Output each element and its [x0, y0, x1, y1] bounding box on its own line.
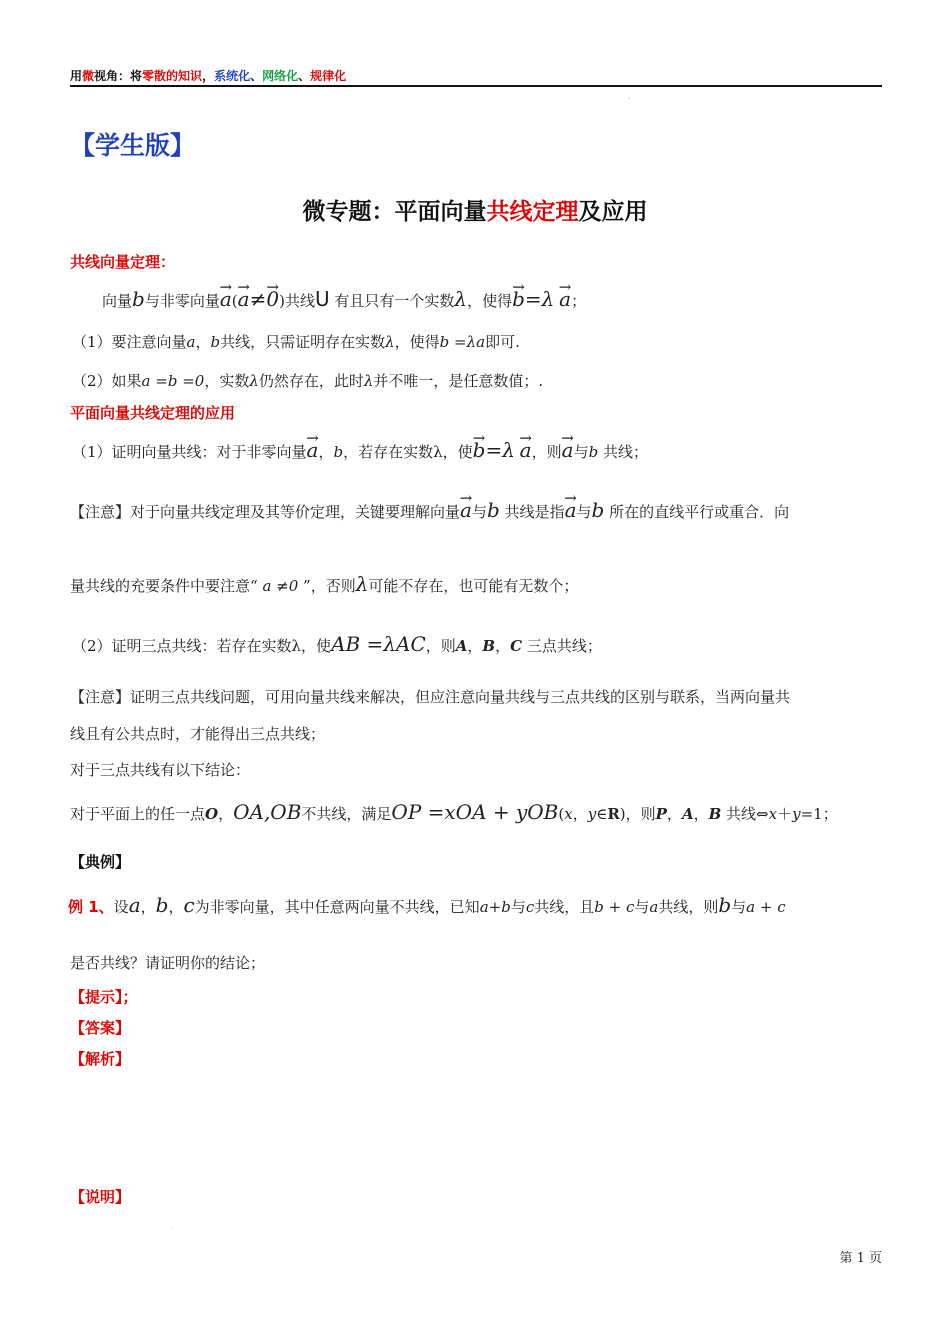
example-1-line-1: [68, 893, 786, 917]
var-b: b: [333, 443, 344, 461]
text: ，: [218, 805, 234, 823]
vector-b: → b: [512, 287, 525, 311]
header-guilv: 规律化: [310, 69, 347, 83]
text: 与非零向量: [144, 292, 220, 310]
text: 与: [634, 898, 650, 916]
text: 共线；: [598, 443, 648, 461]
var-c: c: [525, 898, 535, 916]
math-expr: a =b =0: [141, 372, 205, 390]
conclusion-statement: [70, 800, 838, 824]
header-mid: 视角：将: [94, 69, 143, 83]
lambda: λ: [541, 287, 555, 311]
math-expr: a ≠0: [257, 577, 304, 595]
lambda: λ: [385, 333, 395, 351]
text: ，: [195, 333, 211, 351]
text: （1）证明向量共线：对于非零向量: [72, 443, 307, 461]
text: ，: [140, 898, 156, 916]
point-b: B: [482, 637, 496, 655]
text: 共线，且: [534, 898, 595, 916]
header-prefix: 用: [70, 69, 83, 83]
hint-label: 【提示】；: [70, 988, 138, 1006]
vector-a: → a: [460, 498, 472, 522]
text: ，: [318, 443, 334, 461]
application-2: [72, 632, 602, 656]
eq-symbol: =: [524, 287, 542, 311]
text: （2）如果: [72, 372, 142, 390]
text: 三点共线；: [522, 637, 602, 655]
vector-zero: → 0: [266, 287, 279, 311]
edition-label: 【学生版】: [70, 131, 196, 160]
math-expr: a+b: [479, 898, 511, 916]
var-b: b: [591, 498, 605, 522]
text: ∈: [596, 805, 608, 823]
var-a: a: [186, 333, 196, 351]
text: 共线，只需证明存在实数: [220, 333, 386, 351]
vector-a: → a: [220, 287, 232, 311]
set-r: R: [607, 805, 620, 823]
eq-symbol: =: [485, 438, 503, 462]
var-a: a: [128, 893, 141, 917]
text: 为非零向量，其中任意两向量不共线，已知: [194, 898, 480, 916]
note-1-line-1: [70, 498, 789, 522]
text: ，: [495, 637, 511, 655]
section-heading-application: 平面向量共线定理的应用: [70, 404, 236, 422]
text: ): [279, 292, 285, 310]
header-rule: [70, 85, 882, 87]
point-o: O: [205, 805, 219, 823]
math-expr: b + c: [594, 898, 635, 916]
title-highlight: 共线定理: [486, 199, 579, 225]
title-part1: 微专题：平面向量: [302, 199, 487, 225]
text: 可能不存在，也可能有无数个；: [368, 577, 579, 595]
text: 设: [113, 898, 129, 916]
header-lingsan: 零散的知识: [142, 69, 203, 83]
theorem-note-1: [72, 331, 520, 352]
example-1-line-2: 是否共线？请证明你的结论；: [70, 954, 266, 972]
text: ＋: [777, 805, 793, 823]
text: 所在的直线平行或重合．向: [604, 503, 790, 521]
math-expr: AB =λAC: [331, 632, 426, 656]
text: 共线，则: [658, 898, 719, 916]
vector-a: → a: [307, 438, 319, 462]
lambda: λ: [454, 287, 468, 311]
analysis-label: 【解析】: [70, 1050, 131, 1068]
point-a: A: [455, 637, 468, 655]
lambda: λ: [363, 372, 374, 390]
examples-heading: 【典例】: [70, 853, 131, 871]
page-title: [0, 193, 950, 226]
var-b: b: [486, 498, 500, 522]
text: 共线⇔: [721, 805, 769, 823]
text: ，: [467, 637, 483, 655]
point-b: B: [708, 805, 722, 823]
var-b: b: [132, 287, 145, 311]
var-x: x: [768, 805, 778, 823]
text: ，: [572, 805, 588, 823]
text: 与: [731, 898, 747, 916]
text: ，则: [425, 637, 456, 655]
vector-a: → a: [565, 498, 577, 522]
text: ，: [666, 805, 682, 823]
vector-a: → a: [559, 287, 571, 311]
conclusion-intro: 对于三点共线有以下结论：: [70, 761, 251, 779]
vector-a: → a: [520, 438, 532, 462]
var-c: c: [183, 893, 195, 917]
text: 有且只有一个实数: [329, 292, 455, 310]
text: ，若存在实数λ，使: [343, 443, 473, 461]
note-2-line-2: 线且有公共点时，才能得出三点共线；: [70, 725, 326, 743]
text: 共线: [284, 292, 315, 310]
text: （2）证明三点共线：若存在实数λ，使: [72, 637, 332, 655]
text: 与: [471, 503, 487, 521]
text: =1；: [800, 805, 838, 823]
header-dun2: 、: [298, 69, 311, 83]
u-symbol: U: [314, 287, 330, 311]
text: 【注意】对于向量共线定理及其等价定理，关键要理解向量: [70, 503, 461, 521]
var-x: x: [564, 805, 573, 823]
text: ，使得: [394, 333, 440, 351]
point-p: P: [655, 805, 667, 823]
text: 即可.: [485, 333, 520, 351]
application-1: [72, 438, 648, 462]
math-expr: OA,OB: [233, 800, 302, 824]
theorem-statement: [102, 287, 586, 311]
text: ，使得: [467, 292, 513, 310]
var-a: a: [649, 898, 659, 916]
text: 向量: [102, 292, 133, 310]
header-comma: ，: [202, 69, 215, 83]
example-label: 例 1、: [68, 898, 114, 916]
note-1-line-2: [70, 572, 578, 596]
text: ，: [168, 898, 184, 916]
answer-label: 【答案】: [70, 1019, 131, 1037]
page-header: [70, 67, 346, 84]
section-heading-theorem: 共线向量定理：: [70, 253, 176, 271]
text: 共线是指: [499, 503, 565, 521]
var-y: y: [792, 805, 801, 823]
var-y: y: [587, 805, 597, 823]
theorem-note-2: [72, 370, 543, 391]
var-b: b: [588, 443, 599, 461]
var-b: b: [718, 893, 732, 917]
text: ，则: [531, 443, 562, 461]
lambda: λ: [502, 438, 515, 462]
header-xitong: 系统化: [214, 69, 251, 83]
note-2-line-1: 【注意】证明三点共线问题，可用向量共线来解决，但应注意向量共线与三点共线的区别与联系，当两向量共: [70, 688, 791, 706]
text: 量共线的充要条件中要注意“: [70, 577, 258, 595]
math-expr: a + c: [746, 898, 786, 916]
lambda: λ: [355, 572, 369, 596]
point-c: C: [510, 637, 523, 655]
text: ”，否则: [303, 577, 356, 595]
math-expr: OP =xOA + yOB: [391, 800, 559, 824]
tick-mark: ': [628, 96, 631, 105]
remark-label: 【说明】: [70, 1188, 131, 1206]
text: (: [231, 292, 238, 310]
page-number: 第 1 页: [839, 1251, 882, 1266]
stray-mark: .: [170, 1222, 173, 1231]
text: )，则: [619, 805, 656, 823]
text: 仍然存在，此时: [258, 372, 364, 390]
text: ；: [571, 292, 587, 310]
text: ，实数: [204, 372, 250, 390]
text: 不共线，满足: [301, 805, 392, 823]
text: 与: [510, 898, 526, 916]
var-b: b: [210, 333, 221, 351]
lambda: λ: [249, 372, 259, 390]
header-dun1: 、: [250, 69, 263, 83]
text: ，: [693, 805, 709, 823]
vector-b: → b: [473, 438, 486, 462]
header-wei: 微: [82, 69, 95, 83]
text: 并不唯一，是任意数值；.: [373, 372, 544, 390]
neq-symbol: ≠: [249, 287, 267, 311]
text: 与: [573, 443, 589, 461]
vector-a: → a: [562, 438, 574, 462]
text: 与: [576, 503, 592, 521]
title-part2: 及应用: [578, 199, 648, 225]
header-wangluo: 网络化: [262, 69, 299, 83]
var-b: b: [155, 893, 169, 917]
vector-a: → a: [238, 287, 250, 311]
text: （1）要注意向量: [72, 333, 187, 351]
text: 对于平面上的任一点: [70, 805, 206, 823]
math-expr: b =λa: [439, 333, 486, 351]
point-a: A: [681, 805, 694, 823]
text: (: [558, 805, 565, 823]
